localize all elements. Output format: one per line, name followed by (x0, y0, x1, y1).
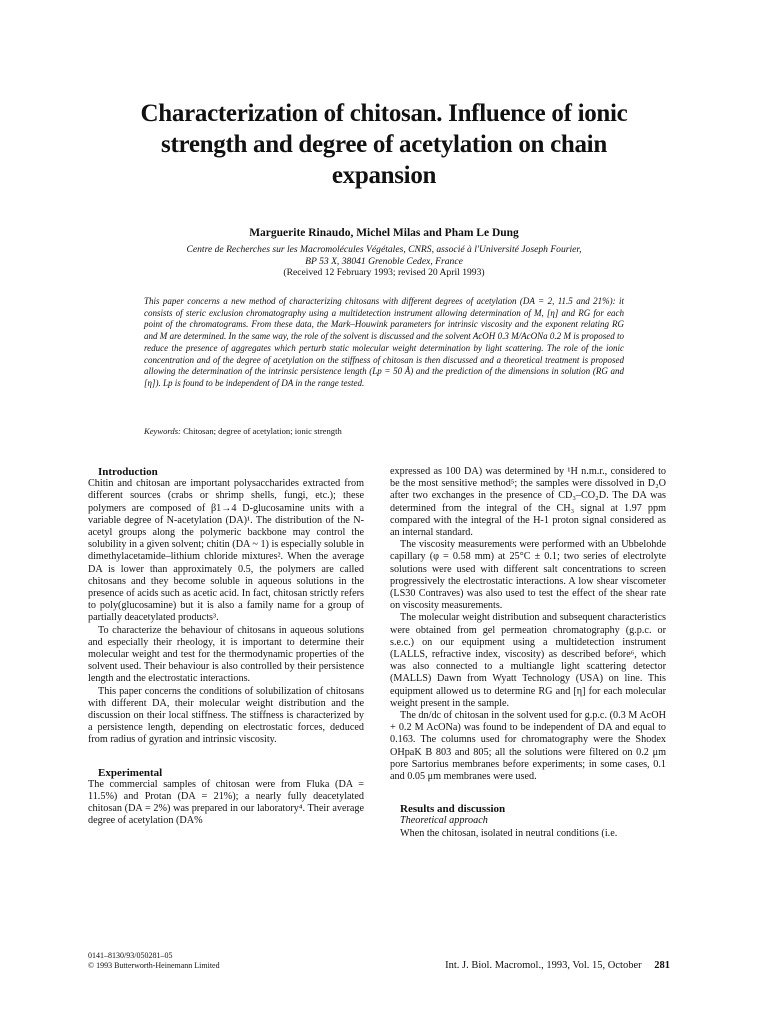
affiliation-line-1: Centre de Recherches sur les Macromolécules Végétales, CNRS, associé à l'Université Joseph Fourier, (186, 244, 582, 255)
page-number: 281 (654, 960, 670, 971)
experimental-paragraph-4: The molecular weight distribution and subsequent characteristics were obtained from gel permeation chromatography (g.p.c. or s.e.c.) on our equipment using a multidetection instrument (LALLS, refractive index, viscosity) as described before⁶, which was also connected to a multiangle light scattering detector (MALLS) Dawn from Wyatt Technology (USA) on line. This equipment allowed us to determine RG and [η] for each molecular weight present in the sample. (390, 612, 666, 709)
affiliation (100, 244, 668, 267)
experimental-paragraph-3: The viscosity measurements were performed with an Ubbelohde capillary (φ = 0.58 mm) at 25°C ± 0.1; two series of electrolyte solutions were used with different salt concentrations to screen progressively the electrostatic interactions. A low shear viscometer (LS30 Contraves) was also used to test the effect of the shear rate on viscosity measurements. (390, 539, 666, 612)
footer-publisher-info (88, 951, 220, 971)
intro-paragraph-3: This paper concerns the conditions of solubilization of chitosans with different DA, their molecular weight distribution and the discussion on their local stiffness. The stiffness is characterized by a persistence length, depending on electrostatic forces, deduced from radius of gyration and intrinsic viscosity. (88, 685, 364, 746)
subsection-heading-theory: Theoretical approach (400, 815, 488, 827)
experimental-paragraph-1: The commercial samples of chitosan were from Fluka (DA = 11.5%) and Protan (DA = 21%); a nearly fully deacetylated chitosan (DA = 2%) was prepared in our laboratory⁴. Their average degree of acetylation (DA% (88, 778, 364, 827)
received-dates: (Received 12 February 1993; revised 20 April 1993) (283, 267, 485, 278)
experimental-paragraph-5: The dn/dc of chitosan in the solvent used for g.p.c. (0.3 M AcOH + 0.2 M AcONa) was found to be independent of DA and equal to 0.163. The columns used for chromatography were the Shodex OHpaK B 803 and 805; all the solutions were filtered on 0.2 μm pore Sartorius membranes before experiments; in some cases, 0.1 and 0.05 μm membranes were used. (390, 710, 666, 783)
keywords-label: Keywords: (144, 426, 181, 436)
affiliation-line-2: BP 53 X, 38041 Grenoble Cedex, France (305, 255, 463, 267)
intro-paragraph-1: Chitin and chitosan are important polysaccharides extracted from different sources (crabs or shrimp shells, fungi, etc.); these polymers are composed of β1→4 D-glucosamine units with a variable degree of N-acetylation (DA)¹. The distribution of the N-acetyl groups along the polymeric backbone may control the solubility in a given solvent; chitin (DA ~ 1) is especially soluble in dimethylacetamide–lithium chloride mixtures². When the average DA is lower than approximately 0.5, the polymers are called chitosans and they become soluble in aqueous solutions in the presence of acids such as acetic acid. In fact, chitosan strictly refers to poly(glucosamine) but it is also a family name for a group of partially deacetylated products³. (88, 478, 365, 624)
author-list: Marguerite Rinaudo, Michel Milas and Pham Le Dung (249, 227, 519, 239)
paper-title: Characterization of chitosan. Influence of ionic strength and degree of acetylation on chain expansion (140, 100, 628, 189)
intro-paragraph-2: To characterize the behaviour of chitosans in aqueous solutions and especially their rheology, it is important to determine their molecular weight and test for the thermodynamic properties of the solvent used. Their behaviour is also controlled by their persistence length and the electrostatic interactions. (88, 624, 364, 685)
journal-citation: Int. J. Biol. Macromol., 1993, Vol. 15, October (445, 960, 642, 971)
abstract: This paper concerns a new method of characterizing chitosans with different degrees of acetylation (DA = 2, 11.5 and 21%): it consists of steric exclusion chromatography using a multidetection instrument allowing determination of M, [η] and RG for each point of the chromatograms. From these data, the Mark–Houwink parameters for intrinsic viscosity and the exponent relating RG and M are determined. In the same way, the role of the solvent is discussed and the solvent AcOH 0.3 M/AcONa 0.2 M is proposed to reduce the presence of aggregates which perturb static molecular weight determination by light scattering. The role of the ionic concentration and of the degree of acetylation on the stiffness of chitosan is then discussed and a theoretical treatment is proposed allowing the determination of the intrinsic persistence length (Lp = 50 Å) and the prediction of the dimensions in solution (RG and [η]). Lp is found to be independent of DA in the range tested. (144, 296, 624, 388)
keywords-text: Chitosan; degree of acetylation; ionic strength (183, 426, 342, 436)
footer-journal-info (420, 960, 670, 971)
keywords (144, 426, 624, 436)
section-heading-experimental: Experimental (98, 766, 163, 779)
footer-copyright: © 1993 Butterworth-Heinemann Limited (88, 961, 220, 970)
section-heading-results: Results and discussion (400, 803, 506, 816)
right-column (390, 466, 666, 840)
results-paragraph-1: When the chitosan, isolated in neutral conditions (i.e. (400, 827, 618, 839)
left-column (88, 466, 364, 828)
section-heading-introduction: Introduction (98, 466, 158, 478)
experimental-paragraph-2: expressed as 100 DA) was determined by ¹H n.m.r., considered to be the most sensitive method⁵; the samples were dissolved in D₂O after two exchanges in the presence of CD₃–CO₂D. The DA was determined from the integral of the CH₃ signal at 1.97 ppm compared with the integral of the H-1 proton signal considered as an internal standard. (390, 466, 666, 539)
footer-code: 0141–8130/93/050281–05 (88, 951, 173, 960)
